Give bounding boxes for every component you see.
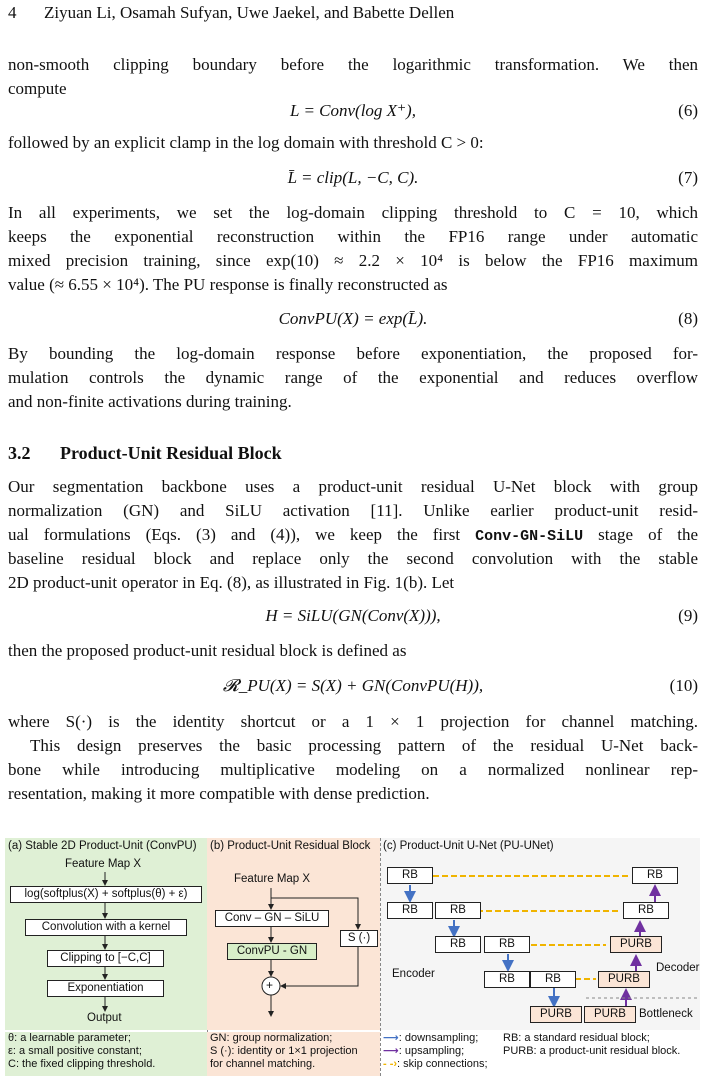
section-title: Product-Unit Residual Block bbox=[60, 443, 282, 463]
text-line: non-smooth clipping boundary before the logarithmic transformation. We then bbox=[8, 55, 698, 74]
legend-item: S (·): identity or 1×1 projection bbox=[210, 1045, 358, 1057]
equation-number: (10) bbox=[669, 676, 698, 695]
panel-a-output: Output bbox=[87, 1012, 122, 1024]
upsampling-arrow-icon: ⟶ bbox=[383, 1045, 399, 1057]
equation-body: L̄ = clip(L, −C, C). bbox=[287, 168, 419, 187]
legend-item: PURB: a product-unit residual block. bbox=[503, 1045, 681, 1057]
panel-b-shortcut: S (·) bbox=[340, 930, 378, 947]
panel-a-title: (a) Stable 2D Product-Unit (ConvPU) bbox=[8, 840, 197, 852]
rb-block: RB bbox=[632, 867, 678, 884]
panel-c-legend-right bbox=[503, 1032, 680, 1058]
downsampling-arrow-icon: ⟶ bbox=[383, 1032, 399, 1044]
panel-a-legend bbox=[5, 1032, 207, 1076]
text-line: 2D product-unit operator in Eq. (8), as illustrated in Fig. 1(b). Let bbox=[8, 573, 455, 592]
bottleneck-label: Bottleneck bbox=[639, 1008, 693, 1020]
panel-a bbox=[5, 838, 207, 1030]
panel-a-step-conv: Convolution with a kernel bbox=[25, 919, 187, 936]
equation-body: 𝓡_PU(X) = S(X) + GN(ConvPU(H)), bbox=[222, 676, 484, 695]
text-span: ual formulations (Eqs. (3) and (4)), we keep the first bbox=[8, 525, 476, 544]
panel-a-step-log: log(softplus(X) + softplus(θ) + ε) bbox=[10, 886, 202, 903]
panel-b-convpu-gn: ConvPU - GN bbox=[227, 943, 317, 960]
rb-block: RB bbox=[530, 971, 576, 988]
panel-c bbox=[380, 838, 700, 1030]
legend-item: for channel matching. bbox=[210, 1058, 316, 1070]
rb-block: RB bbox=[484, 936, 530, 953]
panel-divider bbox=[380, 838, 381, 1076]
text-line: mulation controls the dynamic range of the exponential and reduces overflow bbox=[8, 368, 698, 387]
page-number: 4 bbox=[8, 3, 17, 22]
equation-body: L = Conv(log X⁺), bbox=[290, 101, 416, 120]
panel-b-title: (b) Product-Unit Residual Block bbox=[210, 840, 371, 852]
panel-b-arrows bbox=[207, 838, 380, 1030]
legend-item bbox=[383, 1032, 488, 1045]
panel-b-add-node: + bbox=[266, 978, 274, 992]
text-line: In all experiments, we set the log-domain clipping threshold to C = 10, which bbox=[8, 203, 698, 222]
legend-item: ε: a small positive constant; bbox=[8, 1045, 142, 1057]
panel-b-conv-gn-silu: Conv – GN – SiLU bbox=[215, 910, 329, 927]
text-line: followed by an explicit clamp in the log domain with threshold C > 0: bbox=[8, 133, 484, 152]
legend-label: : skip connections; bbox=[397, 1058, 488, 1070]
text-line: value (≈ 6.55 × 10⁴). The PU response is finally reconstructed as bbox=[8, 275, 448, 294]
equation-number: (7) bbox=[678, 168, 698, 187]
purb-block: PURB bbox=[530, 1006, 582, 1023]
panel-b-legend bbox=[207, 1032, 380, 1076]
text-line: and non-finite activations during training. bbox=[8, 392, 292, 411]
panel-b bbox=[207, 838, 380, 1030]
section-heading bbox=[8, 443, 282, 464]
purb-block: PURB bbox=[610, 936, 662, 953]
rb-block: RB bbox=[435, 902, 481, 919]
text-line: compute bbox=[8, 79, 67, 98]
text-line: This design preserves the basic processing pattern of the residual U-Net back- bbox=[30, 736, 698, 755]
rb-block: RB bbox=[387, 867, 433, 884]
text-line bbox=[8, 525, 698, 547]
equation-body: ConvPU(X) = exp(L̄). bbox=[278, 309, 428, 328]
rb-block: RB bbox=[623, 902, 669, 919]
legend-item bbox=[383, 1058, 488, 1071]
legend-item: θ: a learnable parameter; bbox=[8, 1032, 131, 1044]
section-number: 3.2 bbox=[8, 443, 31, 463]
legend-item bbox=[383, 1045, 488, 1058]
legend-item: RB: a standard residual block; bbox=[503, 1032, 650, 1044]
text-span: stage of the bbox=[583, 525, 699, 544]
legend-item: GN: group normalization; bbox=[210, 1032, 333, 1044]
figure-1 bbox=[5, 838, 700, 1078]
equation-number: (9) bbox=[678, 606, 698, 625]
equation-body: H = SiLU(GN(Conv(X))), bbox=[265, 606, 441, 625]
text-line: By bounding the log-domain response before exponentiation, the proposed for- bbox=[8, 344, 698, 363]
legend-item: C: the fixed clipping threshold. bbox=[8, 1058, 156, 1070]
text-line: Our segmentation backbone uses a product-unit residual U-Net block with group bbox=[8, 477, 698, 496]
equation-number: (8) bbox=[678, 309, 698, 328]
panel-a-arrows bbox=[5, 838, 207, 1030]
panel-a-step-clip: Clipping to [−C,C] bbox=[47, 950, 164, 967]
purb-block: PURB bbox=[584, 1006, 636, 1023]
text-line: where S(·) is the identity shortcut or a 1 × 1 projection for channel matching. bbox=[8, 712, 698, 731]
rb-block: RB bbox=[435, 936, 481, 953]
legend-label: : upsampling; bbox=[398, 1045, 465, 1057]
header-authors: Ziyuan Li, Osamah Sufyan, Uwe Jaekel, and Babette Dellen bbox=[44, 3, 455, 22]
panel-a-step-exp: Exponentiation bbox=[47, 980, 164, 997]
text-line: normalization (GN) and SiLU activation [11]. Unlike earlier product-unit resid- bbox=[8, 501, 698, 520]
skip-connection-arrow-icon: - -› bbox=[383, 1058, 398, 1070]
running-header bbox=[8, 3, 454, 23]
panel-c-title: (c) Product-Unit U-Net (PU-UNet) bbox=[383, 840, 554, 852]
rb-block: RB bbox=[387, 902, 433, 919]
text-line: keeps the exponential reconstruction within the FP16 range under automatic bbox=[8, 227, 698, 246]
rb-block: RB bbox=[484, 971, 530, 988]
code-span: Conv-GN-SiLU bbox=[475, 528, 584, 545]
panel-a-input: Feature Map X bbox=[65, 858, 142, 870]
text-line: bone while introducing multiplicative modeling on a normalized nonlinear rep- bbox=[8, 760, 698, 779]
encoder-label: Encoder bbox=[392, 968, 435, 980]
purb-block: PURB bbox=[598, 971, 650, 988]
legend-label: : downsampling; bbox=[398, 1032, 479, 1044]
text-line: then the proposed product-unit residual block is defined as bbox=[8, 641, 407, 660]
panel-c-legend bbox=[383, 1032, 488, 1071]
text-line: resentation, making it more compatible with dense prediction. bbox=[8, 784, 430, 803]
text-line: baseline residual block and replace only the second convolution with the stable bbox=[8, 549, 698, 568]
decoder-label: Decoder bbox=[656, 962, 700, 974]
text-line: mixed precision training, since exp(10) ≈ 2.2 × 10⁴ is below the FP16 maximum bbox=[8, 251, 698, 270]
panel-b-input: Feature Map X bbox=[234, 873, 311, 885]
equation-number: (6) bbox=[678, 101, 698, 120]
